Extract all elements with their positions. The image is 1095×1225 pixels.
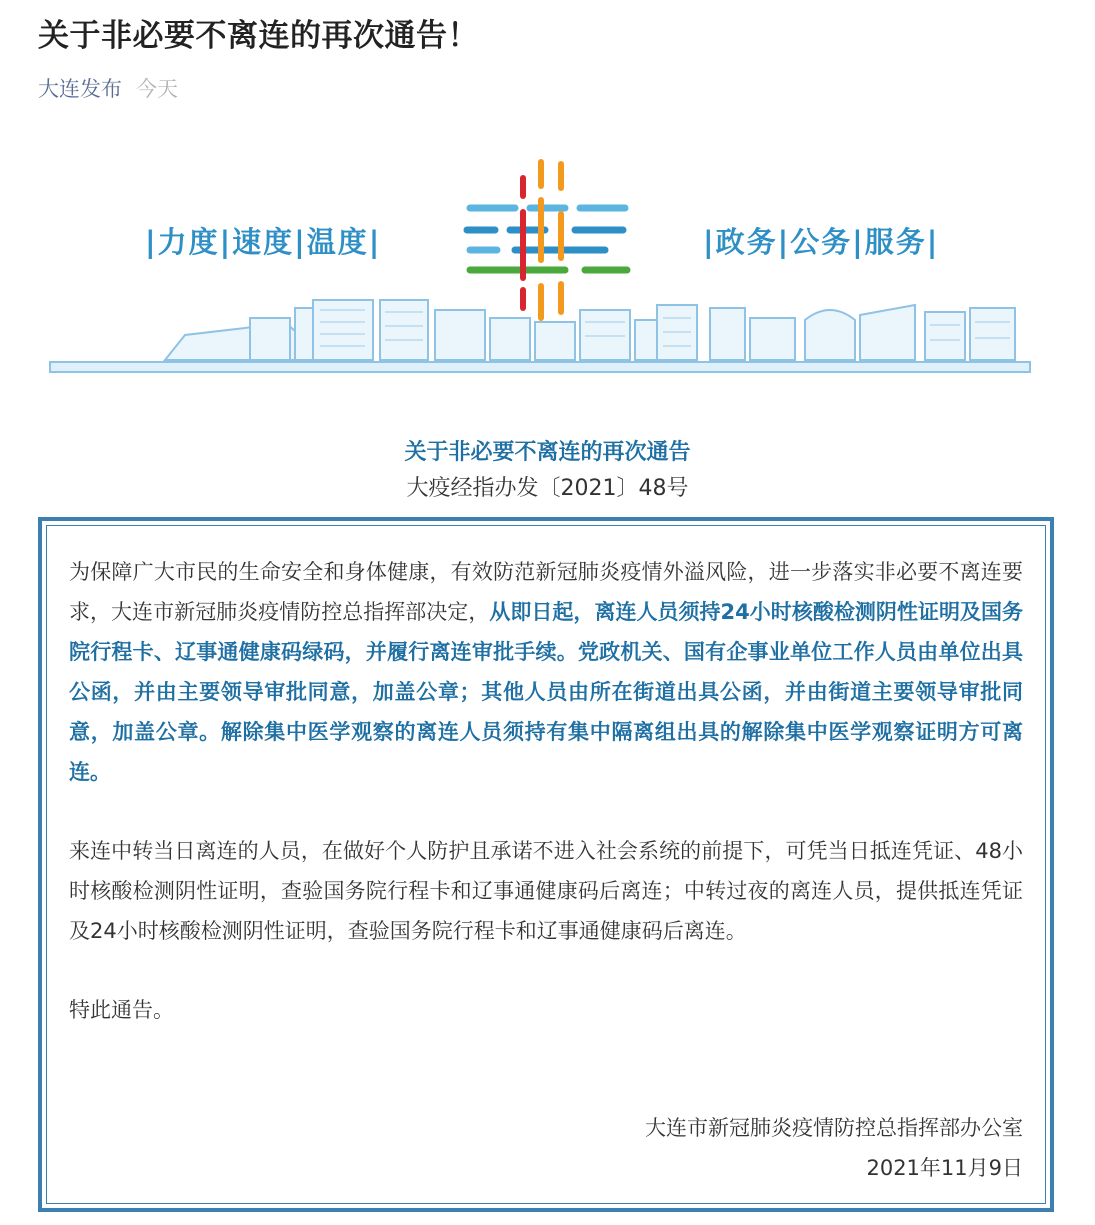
- signature-organization: 大连市新冠肺炎疫情防控总指挥部办公室: [645, 1116, 1023, 1140]
- header-banner-image: [45, 150, 1035, 390]
- notice-title: 关于非必要不离连的再次通告: [404, 440, 691, 465]
- dalian-lian-logo-icon: [45, 150, 1035, 390]
- paragraph-1-text: 为保障广大市民的生命安全和身体健康，有效防范新冠肺炎疫情外溢风险，进一步落实非必要不离连要求，大连市新冠肺炎疫情防控总指挥部决定，: [69, 560, 1023, 624]
- notice-paragraph-3: 特此通告。: [69, 998, 174, 1022]
- notice-document-number: 大疫经指办发〔2021〕48号: [406, 476, 689, 501]
- banner-slogan-right: |政务|公务|服务|: [703, 225, 940, 259]
- notice-frame: [38, 517, 1054, 1212]
- article-title: 关于非必要不离连的再次通告！: [38, 18, 479, 54]
- notice-paragraph-1: [69, 552, 1023, 792]
- article-meta: [38, 73, 178, 103]
- publish-date: 今天: [136, 77, 178, 101]
- notice-body: [46, 525, 1046, 1204]
- account-name-link[interactable]: 大连发布: [38, 77, 122, 101]
- signature-date: 2021年11月9日: [866, 1156, 1023, 1180]
- notice-paragraph-2: 来连中转当日离连的人员，在做好个人防护且承诺不进入社会系统的前提下，可凭当日抵连凭证、48小时核酸检测阴性证明，查验国务院行程卡和辽事通健康码后离连；中转过夜的离连人员，提供抵连凭证及24小时核酸检测阴性证明，查验国务院行程卡和辽事通健康码后离连。: [69, 839, 1023, 943]
- banner-slogan-left: |力度|速度|温度|: [145, 225, 382, 259]
- paragraph-1-emphasis: 从即日起，离连人员须持24小时核酸检测阴性证明及国务院行程卡、辽事通健康码绿码，并履行离连审批手续。党政机关、国有企事业单位工作人员由单位出具公函，并由主要领导审批同意，加盖公章；其他人员由所在街道出具公函，并由街道主要领导审批同意，加盖公章。解除集中医学观察的离连人员须持有集中隔离组出具的解除集中医学观察证明方可离连。: [69, 600, 1023, 784]
